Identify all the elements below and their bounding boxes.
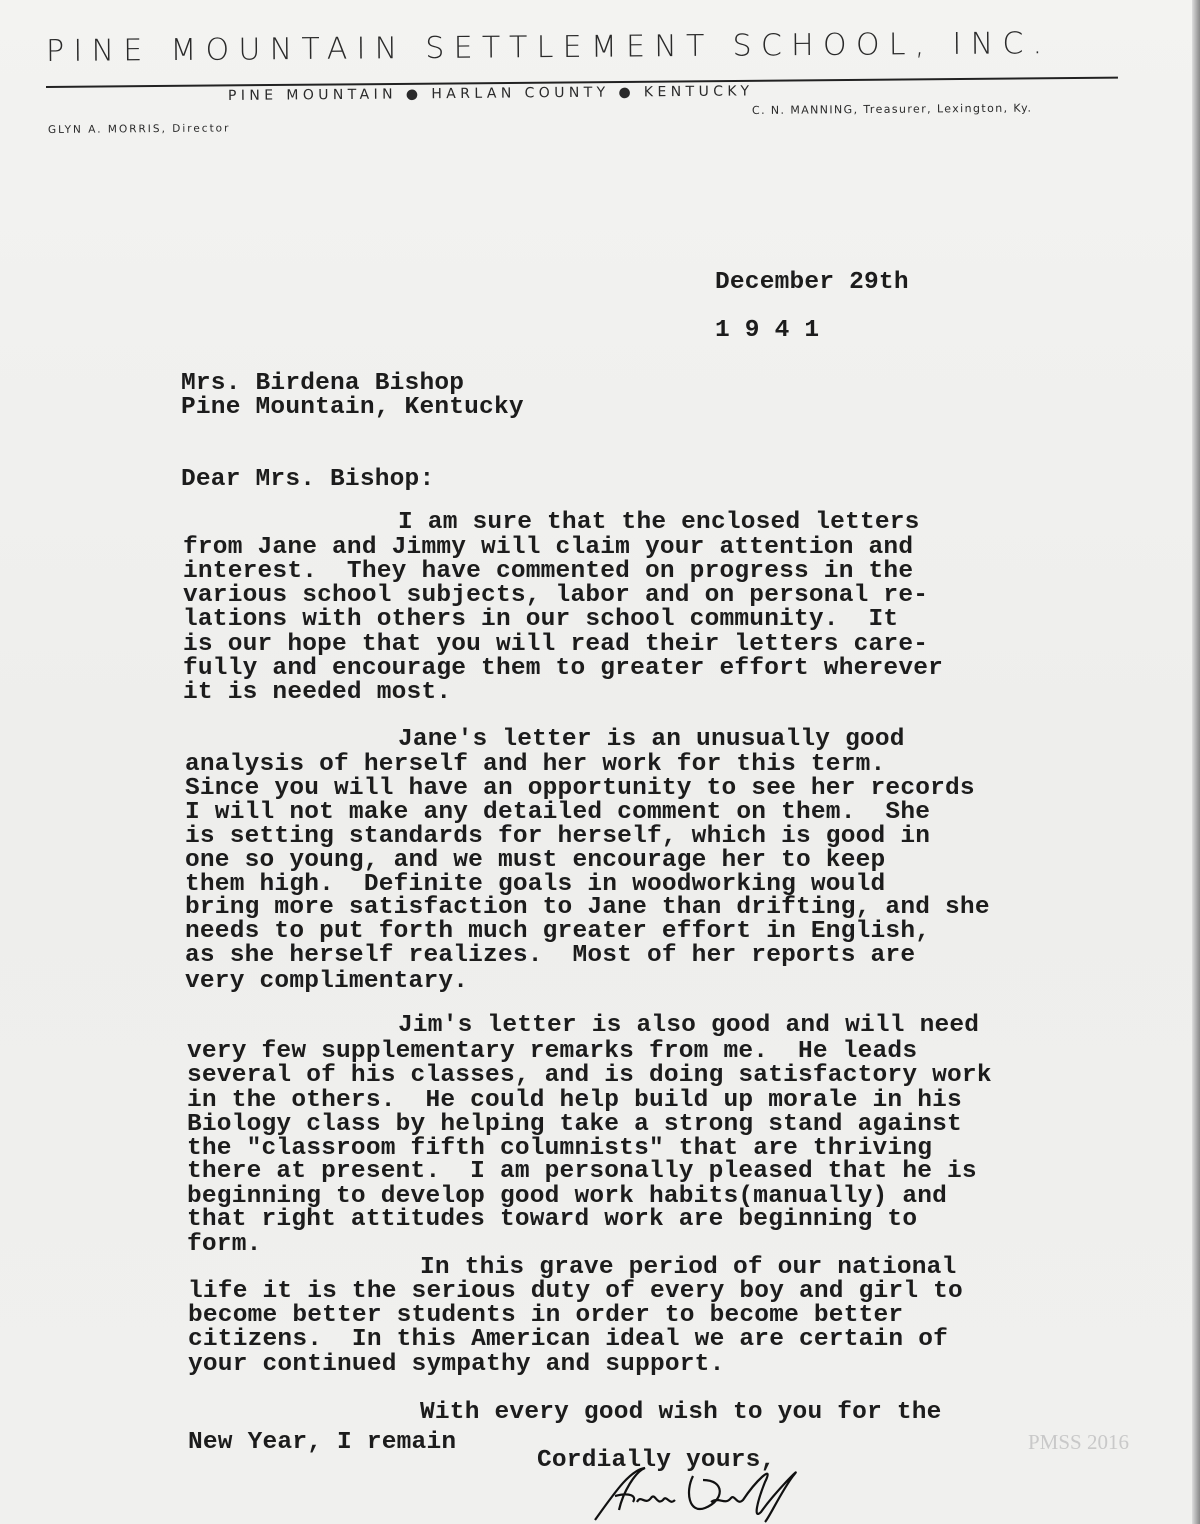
paragraph-3-line: in the others. He could help build up morale in his: [187, 1087, 962, 1114]
page-edge: [1192, 0, 1200, 1524]
paragraph-5-line: New Year, I remain: [188, 1429, 457, 1456]
recipient-name: Mrs. Birdena Bishop: [181, 370, 465, 397]
paragraph-4-line: life it is the serious duty of every boy and girl to: [188, 1278, 963, 1305]
watermark: PMSS 2016: [1028, 1430, 1129, 1454]
paragraph-3-line: the "classroom fifth columnists" that are thriving: [187, 1135, 933, 1162]
paragraph-2-line: one so young, and we must encourage her to keep: [185, 847, 886, 874]
paragraph-3-line: beginning to develop good work habits(manually) and: [187, 1183, 948, 1210]
paragraph-3-line: Jim's letter is also good and will need: [398, 1012, 980, 1039]
paragraph-4-line: become better students in order to become better: [188, 1302, 904, 1329]
paragraph-2-line: bring more satisfaction to Jane than drifting, and she: [185, 894, 990, 921]
paragraph-1-line: interest. They have commented on progress in the: [183, 558, 914, 585]
paragraph-1-line: fully and encourage them to greater effort wherever: [183, 655, 944, 682]
signature-image: [585, 1462, 835, 1524]
paragraph-2-line: them high. Definite goals in woodworking would: [185, 871, 886, 898]
paragraph-3-line: very few supplementary remarks from me. He leads: [187, 1038, 918, 1065]
paragraph-1-line: is our hope that you will read their letters care-: [183, 631, 929, 658]
letterhead-title: PINE MOUNTAIN SETTLEMENT SCHOOL, INC.: [45, 26, 1052, 69]
paragraph-5-line: With every good wish to you for the: [420, 1399, 942, 1426]
recipient-address: Pine Mountain, Kentucky: [181, 394, 524, 421]
paragraph-1-line: I am sure that the enclosed letters: [398, 509, 920, 536]
salutation: Dear Mrs. Bishop:: [181, 466, 435, 493]
paragraph-3-line: Biology class by helping take a strong stand against: [187, 1111, 962, 1138]
paragraph-2-line: is setting standards for herself, which is good in: [185, 823, 931, 850]
paragraph-4-line: In this grave period of our national: [420, 1254, 957, 1281]
paragraph-2-line: I will not make any detailed comment on them. She: [185, 799, 931, 826]
paragraph-1-line: it is needed most.: [183, 679, 452, 706]
paragraph-2-line: analysis of herself and her work for this term.: [185, 751, 886, 778]
paragraph-3-line: that right attitudes toward work are beginning to: [187, 1206, 918, 1233]
paragraph-2-line: needs to put forth much greater effort in English,: [185, 918, 931, 945]
paragraph-2-line: Since you will have an opportunity to see her records: [185, 775, 975, 802]
letterhead-director: GLYN A. MORRIS, Director: [47, 122, 231, 136]
letterhead-address: PINE MOUNTAIN ● HARLAN COUNTY ● KENTUCKY: [227, 83, 754, 104]
paragraph-3-line: several of his classes, and is doing satisfactory work: [187, 1062, 992, 1089]
paragraph-2-line: as she herself realizes. Most of her reports are: [185, 942, 916, 969]
paragraph-4-line: citizens. In this American ideal we are certain of: [188, 1326, 949, 1353]
letter-year: 1 9 4 1: [715, 317, 820, 344]
paragraph-3-line: there at present. I am personally pleased that he is: [187, 1158, 977, 1185]
closing: Cordially yours,: [537, 1447, 776, 1474]
paragraph-4-line: your continued sympathy and support.: [188, 1351, 725, 1378]
paragraph-1-line: lations with others in our school community. It: [183, 606, 899, 633]
letter-date: December 29th: [715, 269, 909, 296]
letterhead-treasurer: C. N. MANNING, Treasurer, Lexington, Ky.: [751, 101, 1033, 117]
paragraph-1-line: various school subjects, labor and on personal re-: [183, 582, 929, 609]
paragraph-2-line: Jane's letter is an unusually good: [398, 726, 905, 753]
paragraph-3-line: form.: [187, 1231, 262, 1258]
paragraph-1-line: from Jane and Jimmy will claim your attention and: [183, 534, 914, 561]
paragraph-2-line: very complimentary.: [185, 968, 469, 995]
